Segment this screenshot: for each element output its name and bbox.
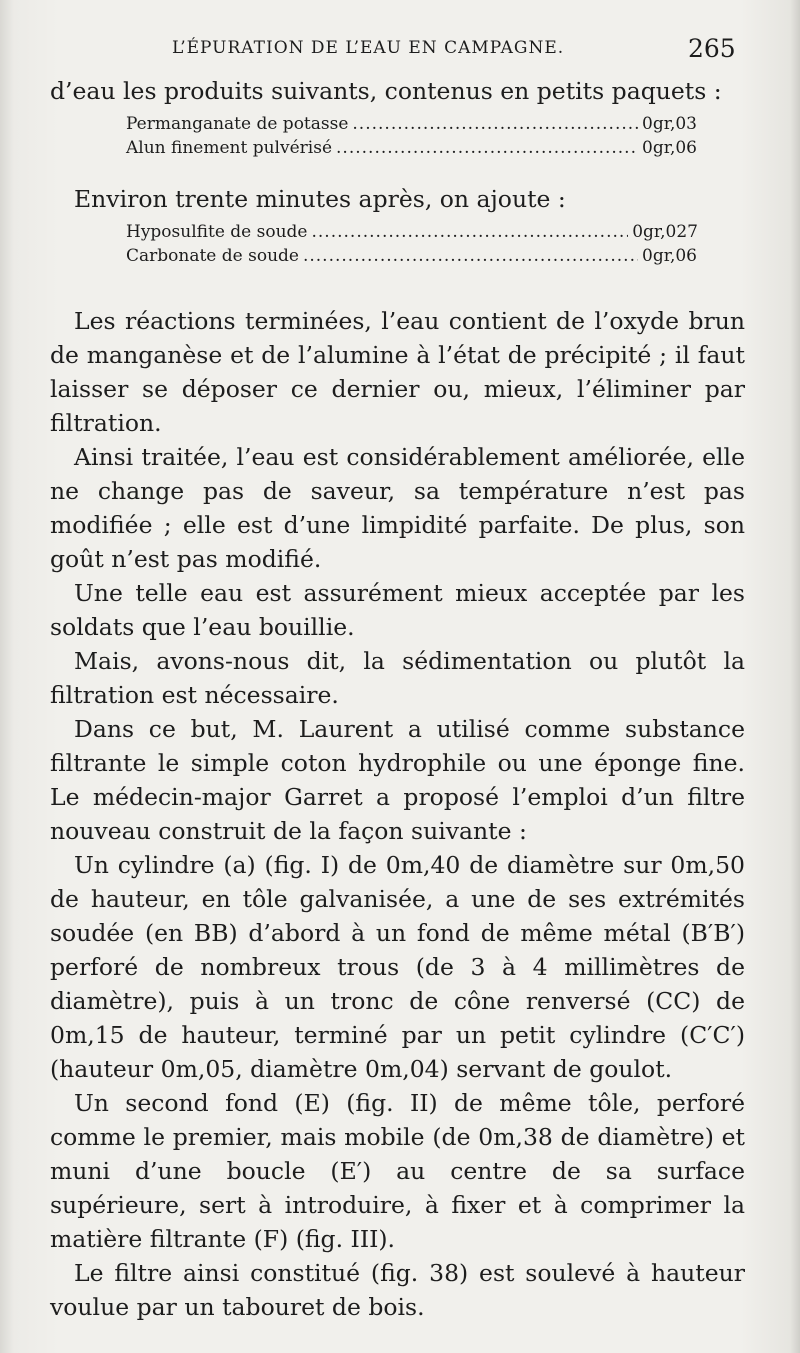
ingredient-name: Permanganate de potasse	[126, 114, 349, 134]
paragraph: Ainsi traitée, l’eau est considérablement améliorée, elle ne change pas de saveur, sa température n’est pas modifiée ; elle est d’une limpidité parfaite. De plus, son goût n’est pas modifié.	[50, 443, 745, 573]
recipe-row	[126, 220, 698, 244]
recipe-row	[126, 136, 698, 160]
paragraph: Le filtre ainsi constitué (fig. 38) est soulevé à hauteur voulue par un tabouret de bois.	[50, 1259, 745, 1321]
page-number: 265	[688, 34, 736, 63]
recipe-list-1	[126, 112, 698, 160]
paragraph: Une telle eau est assurément mieux acceptée par les soldats que l’eau bouillie.	[50, 579, 745, 641]
dot-leader	[352, 112, 638, 136]
paragraph: Un second fond (E) (fig. II) de même tôle, perforé comme le premier, mais mobile (de 0m,38 de diamètre) et muni d’une boucle (E′) au centre de sa surface supérieure, sert à introduire, à fixer et à comprimer la matière filtrante (F) (fig. III).	[50, 1089, 745, 1253]
paragraph: Mais, avons-nous dit, la sédimentation ou plutôt la filtration est nécessaire.	[50, 647, 745, 709]
ingredient-name: Hyposulfite de soude	[126, 222, 308, 242]
ingredient-quantity: 0gr,06	[642, 138, 697, 158]
ingredient-name: Alun finement pulvérisé	[126, 138, 333, 158]
page-header	[0, 34, 800, 74]
intro-line: d’eau les produits suivants, contenus en petits paquets :	[50, 77, 722, 105]
dot-leader	[303, 244, 638, 268]
ingredient-quantity: 0gr,06	[642, 246, 697, 266]
recipe-list-2	[126, 220, 698, 268]
paragraph: Les réactions terminées, l’eau contient de l’oxyde brun de manganèse et de l’alumine à l’état de précipité ; il faut laisser se déposer ce dernier ou, mieux, l’éliminer par filtration.	[50, 307, 745, 437]
dot-leader	[312, 220, 629, 244]
recipe-row	[126, 244, 698, 268]
paragraph: Dans ce but, M. Laurent a utilisé comme substance filtrante le simple coton hydrophile ou une éponge fine. Le médecin-major Garret a proposé l’emploi d’un filtre nouveau construit de la façon suivante :	[50, 715, 745, 845]
paragraph: Un cylindre (a) (fig. I) de 0m,40 de diamètre sur 0m,50 de hauteur, en tôle galvanisée, a une de ses extrémités soudée (en BB) d’abord à un fond de même métal (B′B′) perforé de nombreux trous (de 3 à 4 millimètres de diamètre), puis à un tronc de cône renversé (CC) de 0m,15 de hauteur, terminé par un petit cylindre (C′C′) (hauteur 0m,05, diamètre 0m,04) servant de goulot.	[50, 851, 745, 1083]
ingredient-quantity: 0gr,03	[642, 114, 697, 134]
ingredient-name: Carbonate de soude	[126, 246, 299, 266]
running-title: L’ÉPURATION DE L’EAU EN CAMPAGNE.	[172, 38, 565, 58]
dot-leader	[336, 136, 638, 160]
recipe-row	[126, 112, 698, 136]
after-line: Environ trente minutes après, on ajoute :	[74, 185, 566, 213]
ingredient-quantity: 0gr,027	[632, 222, 698, 242]
page-body	[50, 74, 745, 1324]
